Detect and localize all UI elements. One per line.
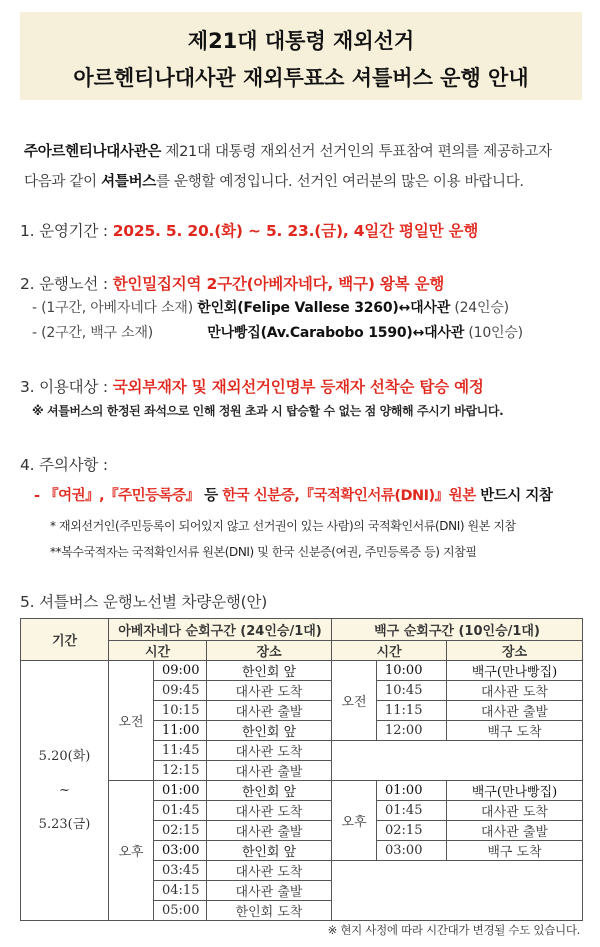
route-a-time: 05:00 bbox=[154, 901, 207, 921]
route-a-place: 대사관 출발 bbox=[207, 881, 332, 901]
route-a-time: 12:15 bbox=[154, 761, 207, 781]
empty-cell bbox=[332, 861, 583, 921]
title-banner bbox=[20, 12, 582, 100]
section-eligibility-value: 국외부재자 및 재외선거인명부 등재자 선착순 탑승 예정 bbox=[112, 378, 484, 396]
intro-paragraph bbox=[24, 137, 584, 197]
caution-line bbox=[34, 484, 552, 505]
section-eligibility bbox=[20, 375, 484, 397]
route-b-time: 12:00 bbox=[377, 721, 447, 741]
caution-docs: - 『여권』,『주민등록증』 bbox=[34, 488, 200, 504]
route-b-time: 03:00 bbox=[377, 841, 447, 861]
route-b-place: 대사관 출발 bbox=[447, 701, 583, 721]
caution-note-1: * 재외선거인(주민등록이 되어있지 않고 선거권이 있는 사람)의 국적확인서류(DNI) 원본 지참 bbox=[50, 519, 516, 533]
title-line-2: 아르헨티나대사관 재외투표소 셔틀버스 운행 안내 bbox=[73, 66, 529, 90]
route-a-time: 01:45 bbox=[154, 801, 207, 821]
route-2-prefix: - (2구간, 백구 소재) bbox=[32, 325, 158, 341]
route-b-time: 01:00 bbox=[377, 781, 447, 801]
intro-shuttle: 셔틀버스 bbox=[101, 174, 156, 190]
route-b-time-header: 시간 bbox=[332, 641, 447, 661]
route-b-time: 02:15 bbox=[377, 821, 447, 841]
route-2-suffix: (10인승) bbox=[464, 325, 523, 341]
caution-id: 한국 신분증,『국적확인서류(DNI)』원본 bbox=[222, 488, 476, 504]
route-b-place: 백구(만나빵집) bbox=[447, 781, 583, 801]
route-1-prefix: - (1구간, 아베자네다 소재) bbox=[32, 300, 198, 316]
caution-note-2: **복수국적자는 국적확인서류 원본(DNI) 및 한국 신분증(여권, 주민등록증 등) 지참필 bbox=[50, 545, 477, 559]
title-line-1: 제21대 대통령 재외선거 bbox=[187, 29, 415, 53]
route-a-time: 03:45 bbox=[154, 861, 207, 881]
route-a-time: 09:45 bbox=[154, 681, 207, 701]
period-sep: ~ bbox=[59, 782, 70, 798]
section-schedule-label: 5. 셔틀버스 운행노선별 차량운행(안) bbox=[20, 593, 268, 611]
route-b-place: 백구 도착 bbox=[447, 721, 583, 741]
route-b-place: 백구 도착 bbox=[447, 841, 583, 861]
section-period-value: 2025. 5. 20.(화) ~ 5. 23.(금), 4일간 평일만 운행 bbox=[112, 222, 479, 240]
route-2-main: 만나빵집(Av.Carabobo 1590)↔대사관 bbox=[207, 325, 465, 341]
period-cell bbox=[21, 661, 109, 921]
route-a-place: 대사관 출발 bbox=[207, 761, 332, 781]
route-b-header: 백구 순회구간 (10인승/1대) bbox=[332, 619, 583, 641]
route-a-time: 02:15 bbox=[154, 821, 207, 841]
route-2-line bbox=[32, 322, 523, 342]
route-1-line bbox=[32, 297, 509, 317]
section-caution-label: 4. 주의사항 : bbox=[20, 456, 108, 474]
period-header: 기간 bbox=[21, 619, 109, 661]
route-a-time: 11:00 bbox=[154, 721, 207, 741]
route-a-header: 아베자네다 순회구간 (24인승/1대) bbox=[109, 619, 332, 641]
route-a-am-label: 오전 bbox=[109, 661, 154, 781]
route-a-time: 04:15 bbox=[154, 881, 207, 901]
route-a-time: 01:00 bbox=[154, 781, 207, 801]
route-a-place: 한인회 앞 bbox=[207, 721, 332, 741]
route-a-place: 대사관 출발 bbox=[207, 821, 332, 841]
route-b-time: 01:45 bbox=[377, 801, 447, 821]
intro-text-3: 를 운행할 예정입니다. 선거인 여러분의 많은 이용 바랍니다. bbox=[155, 174, 524, 190]
section-schedule bbox=[20, 590, 267, 612]
route-1-main: 한인회(Felipe Vallese 3260)↔대사관 bbox=[197, 300, 451, 316]
footnote: ※ 현지 사정에 따라 시간대가 변경될 수도 있습니다. bbox=[327, 923, 580, 937]
intro-text-2: 다음과 같이 bbox=[24, 174, 102, 190]
route-b-time: 10:45 bbox=[377, 681, 447, 701]
route-a-place: 한인회 앞 bbox=[207, 661, 332, 681]
route-a-time: 10:15 bbox=[154, 701, 207, 721]
route-a-time: 03:00 bbox=[154, 841, 207, 861]
caution-mid: 등 bbox=[199, 488, 223, 504]
route-1-suffix: (24인승) bbox=[450, 300, 509, 316]
route-b-place: 대사관 출발 bbox=[447, 821, 583, 841]
route-a-time: 11:45 bbox=[154, 741, 207, 761]
section-period bbox=[20, 219, 478, 241]
section-route-value: 한인밀집지역 2구간(아베자네다, 백구) 왕복 운행 bbox=[112, 275, 445, 293]
section-route-label: 2. 운행노선 : bbox=[20, 275, 113, 293]
route-a-place: 대사관 도착 bbox=[207, 861, 332, 881]
route-b-place: 대사관 도착 bbox=[447, 801, 583, 821]
route-a-place: 대사관 도착 bbox=[207, 801, 332, 821]
route-a-place-header: 장소 bbox=[207, 641, 332, 661]
empty-cell bbox=[332, 741, 583, 781]
route-b-am-label: 오전 bbox=[332, 661, 377, 741]
route-a-place: 한인회 앞 bbox=[207, 781, 332, 801]
route-a-place: 대사관 도착 bbox=[207, 681, 332, 701]
schedule-table bbox=[20, 618, 583, 921]
intro-embassy: 주아르헨티나대사관은 bbox=[24, 144, 162, 160]
section-period-label: 1. 운영기간 : bbox=[20, 222, 113, 240]
route-b-place: 대사관 도착 bbox=[447, 681, 583, 701]
route-a-time: 09:00 bbox=[154, 661, 207, 681]
route-a-pm-label: 오후 bbox=[109, 781, 154, 921]
route-b-place-header: 장소 bbox=[447, 641, 583, 661]
route-a-place: 한인회 앞 bbox=[207, 841, 332, 861]
route-a-time-header: 시간 bbox=[109, 641, 207, 661]
section-caution bbox=[20, 453, 108, 475]
route-a-place: 대사관 도착 bbox=[207, 741, 332, 761]
intro-text-1: 제21대 대통령 재외선거 선거인의 투표참여 편의를 제공하고자 bbox=[161, 144, 552, 160]
route-a-place: 대사관 출발 bbox=[207, 701, 332, 721]
route-b-time: 10:00 bbox=[377, 661, 447, 681]
table-row bbox=[21, 661, 583, 681]
section-eligibility-label: 3. 이용대상 : bbox=[20, 378, 113, 396]
period-from: 5.20(화) bbox=[38, 748, 91, 764]
period-to: 5.23(금) bbox=[38, 816, 91, 832]
section-route bbox=[20, 272, 444, 294]
caution-end: 반드시 지참 bbox=[475, 488, 553, 504]
eligibility-note: ※ 셔틀버스의 한정된 좌석으로 인해 정원 초과 시 탑승할 수 없는 점 양해해 주시기 바랍니다. bbox=[32, 404, 504, 418]
route-b-place: 백구(만나빵집) bbox=[447, 661, 583, 681]
route-b-pm-label: 오후 bbox=[332, 781, 377, 861]
route-a-place: 한인회 도착 bbox=[207, 901, 332, 921]
route-b-time: 11:15 bbox=[377, 701, 447, 721]
